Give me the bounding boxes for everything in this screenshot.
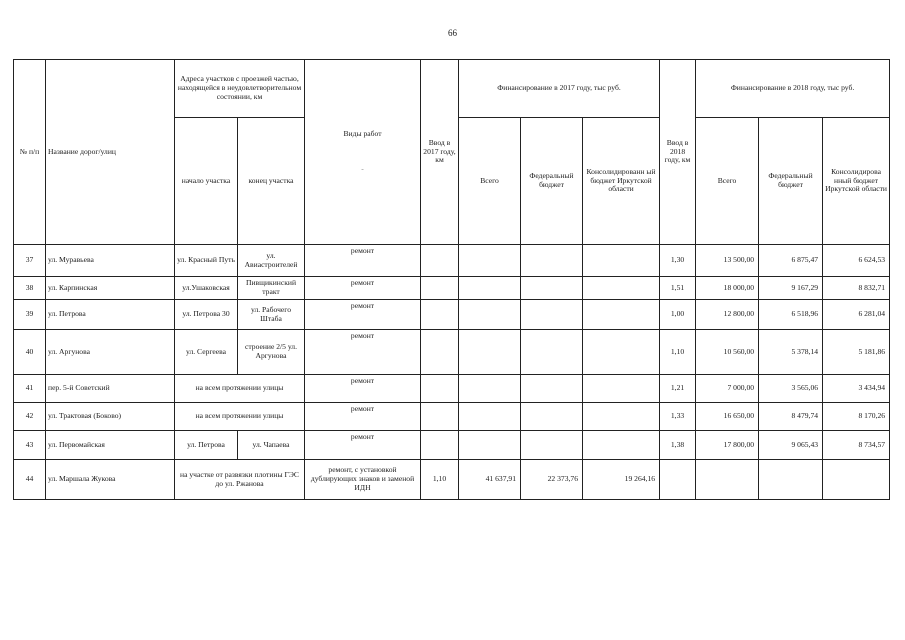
row-commission-2018: 1,51 bbox=[660, 277, 696, 300]
row-federal-2017: 22 373,76 bbox=[521, 460, 583, 500]
row-commission-2017 bbox=[421, 431, 459, 460]
row-consolidated-2018: 8 734,57 bbox=[823, 431, 890, 460]
row-consolidated-2018: 8 832,71 bbox=[823, 277, 890, 300]
row-work: ремонт bbox=[305, 245, 421, 277]
row-section-span: на всем протяжении улицы bbox=[175, 403, 305, 431]
header-federal-2017: Федеральный бюджет bbox=[521, 118, 583, 245]
row-work: ремонт bbox=[305, 403, 421, 431]
row-total-2018: 18 000,00 bbox=[696, 277, 759, 300]
row-federal-2018: 6 875,47 bbox=[759, 245, 823, 277]
row-federal-2018: 3 565,06 bbox=[759, 375, 823, 403]
row-num: 41 bbox=[14, 375, 46, 403]
row-commission-2018 bbox=[660, 460, 696, 500]
row-num: 39 bbox=[14, 300, 46, 330]
row-start: ул. Красный Путь bbox=[175, 245, 238, 277]
row-total-2017 bbox=[459, 330, 521, 375]
row-total-2018: 16 650,00 bbox=[696, 403, 759, 431]
table-row bbox=[14, 403, 890, 431]
header-total-2018: Всего bbox=[696, 118, 759, 245]
row-total-2018: 13 500,00 bbox=[696, 245, 759, 277]
row-federal-2018: 9 167,29 bbox=[759, 277, 823, 300]
row-consolidated-2017 bbox=[583, 300, 660, 330]
header-total-2017: Всего bbox=[459, 118, 521, 245]
table-row bbox=[14, 460, 890, 500]
row-commission-2017: 1,10 bbox=[421, 460, 459, 500]
row-commission-2018: 1,00 bbox=[660, 300, 696, 330]
row-start: ул. Петрова bbox=[175, 431, 238, 460]
header-name: Название дорог/улиц bbox=[46, 60, 175, 245]
header-work-dash: - bbox=[361, 164, 364, 174]
row-total-2018: 10 560,00 bbox=[696, 330, 759, 375]
header-addresses: Адреса участков с проезжей частью, находящейся в неудовлетворительном состоянии, км bbox=[175, 60, 305, 118]
row-consolidated-2018 bbox=[823, 460, 890, 500]
table-row bbox=[14, 375, 890, 403]
row-end: ул. Чапаева bbox=[238, 431, 305, 460]
header-num: № п/п bbox=[14, 60, 46, 245]
header-work bbox=[305, 60, 421, 245]
row-num: 37 bbox=[14, 245, 46, 277]
row-commission-2018: 1,38 bbox=[660, 431, 696, 460]
header-financing-2017: Финансирование в 2017 году, тыс руб. bbox=[459, 60, 660, 118]
row-consolidated-2018: 6 624,53 bbox=[823, 245, 890, 277]
row-num: 40 bbox=[14, 330, 46, 375]
row-end: строение 2/5 ул. Аргунова bbox=[238, 330, 305, 375]
row-consolidated-2018: 6 281,04 bbox=[823, 300, 890, 330]
road-repair-table bbox=[13, 59, 890, 500]
row-consolidated-2018: 3 434,94 bbox=[823, 375, 890, 403]
header-commission-2017: Ввод в 2017 году, км bbox=[421, 60, 459, 245]
row-total-2017 bbox=[459, 403, 521, 431]
row-federal-2018 bbox=[759, 460, 823, 500]
row-total-2017 bbox=[459, 300, 521, 330]
row-name: ул. Аргунова bbox=[46, 330, 175, 375]
row-start: ул. Петрова 30 bbox=[175, 300, 238, 330]
header-start: начало участка bbox=[175, 118, 238, 245]
row-commission-2017 bbox=[421, 403, 459, 431]
row-consolidated-2018: 8 170,26 bbox=[823, 403, 890, 431]
row-commission-2017 bbox=[421, 277, 459, 300]
row-commission-2017 bbox=[421, 330, 459, 375]
row-consolidated-2017 bbox=[583, 330, 660, 375]
row-total-2017 bbox=[459, 277, 521, 300]
row-federal-2017 bbox=[521, 375, 583, 403]
row-federal-2018: 6 518,96 bbox=[759, 300, 823, 330]
row-end: Пивщикинский тракт bbox=[238, 277, 305, 300]
header-work-label: Виды работ bbox=[343, 129, 382, 139]
row-name: ул. Маршала Жукова bbox=[46, 460, 175, 500]
row-total-2017 bbox=[459, 375, 521, 403]
row-name: пер. 5-й Советский bbox=[46, 375, 175, 403]
row-total-2017: 41 637,91 bbox=[459, 460, 521, 500]
header-financing-2018: Финансирование в 2018 году, тыс руб. bbox=[696, 60, 890, 118]
row-commission-2017 bbox=[421, 375, 459, 403]
row-end: ул. Авиастроителей bbox=[238, 245, 305, 277]
row-consolidated-2017 bbox=[583, 277, 660, 300]
row-federal-2017 bbox=[521, 431, 583, 460]
row-federal-2017 bbox=[521, 245, 583, 277]
header-consolidated-2017: Консолидированн ый бюджет Иркутской области bbox=[583, 118, 660, 245]
row-consolidated-2017: 19 264,16 bbox=[583, 460, 660, 500]
header-commission-2018: Ввод в 2018 году, км bbox=[660, 60, 696, 245]
row-federal-2018: 9 065,43 bbox=[759, 431, 823, 460]
row-total-2017 bbox=[459, 245, 521, 277]
row-num: 44 bbox=[14, 460, 46, 500]
row-federal-2017 bbox=[521, 300, 583, 330]
row-work: ремонт bbox=[305, 300, 421, 330]
row-name: ул. Первомайская bbox=[46, 431, 175, 460]
table-row bbox=[14, 300, 890, 330]
row-consolidated-2017 bbox=[583, 375, 660, 403]
row-commission-2018: 1,33 bbox=[660, 403, 696, 431]
row-federal-2018: 5 378,14 bbox=[759, 330, 823, 375]
row-commission-2018: 1,10 bbox=[660, 330, 696, 375]
row-total-2018: 7 000,00 bbox=[696, 375, 759, 403]
row-federal-2017 bbox=[521, 403, 583, 431]
row-work: ремонт bbox=[305, 277, 421, 300]
row-federal-2018: 8 479,74 bbox=[759, 403, 823, 431]
row-total-2017 bbox=[459, 431, 521, 460]
table-row bbox=[14, 330, 890, 375]
row-name: ул. Трактовая (Боково) bbox=[46, 403, 175, 431]
row-commission-2017 bbox=[421, 245, 459, 277]
row-commission-2017 bbox=[421, 300, 459, 330]
row-name: ул. Петрова bbox=[46, 300, 175, 330]
row-section-span: на участке от развязки плотины ГЭС до ул. Ржанова bbox=[175, 460, 305, 500]
page-number: 66 bbox=[448, 28, 457, 38]
row-start: ул.Ушаковская bbox=[175, 277, 238, 300]
row-work: ремонт bbox=[305, 431, 421, 460]
row-federal-2017 bbox=[521, 330, 583, 375]
table-row bbox=[14, 431, 890, 460]
table-row bbox=[14, 245, 890, 277]
table-header bbox=[14, 60, 890, 245]
row-federal-2017 bbox=[521, 277, 583, 300]
row-total-2018 bbox=[696, 460, 759, 500]
row-work: ремонт, с установкой дублирующих знаков и заменой ИДН bbox=[305, 460, 421, 500]
row-start: ул. Сергеева bbox=[175, 330, 238, 375]
row-work: ремонт bbox=[305, 375, 421, 403]
table-row bbox=[14, 277, 890, 300]
row-num: 42 bbox=[14, 403, 46, 431]
row-num: 43 bbox=[14, 431, 46, 460]
row-num: 38 bbox=[14, 277, 46, 300]
header-federal-2018: Федеральный бюджет bbox=[759, 118, 823, 245]
row-total-2018: 17 800,00 bbox=[696, 431, 759, 460]
header-end: конец участка bbox=[238, 118, 305, 245]
row-consolidated-2017 bbox=[583, 245, 660, 277]
row-end: ул. Рабочего Штаба bbox=[238, 300, 305, 330]
header-consolidated-2018: Консолидирова нный бюджет Иркутской области bbox=[823, 118, 890, 245]
table-body bbox=[14, 245, 890, 500]
row-commission-2018: 1,30 bbox=[660, 245, 696, 277]
row-commission-2018: 1,21 bbox=[660, 375, 696, 403]
row-work: ремонт bbox=[305, 330, 421, 375]
row-consolidated-2018: 5 181,86 bbox=[823, 330, 890, 375]
row-name: ул. Муравьева bbox=[46, 245, 175, 277]
row-consolidated-2017 bbox=[583, 403, 660, 431]
row-consolidated-2017 bbox=[583, 431, 660, 460]
row-total-2018: 12 800,00 bbox=[696, 300, 759, 330]
row-section-span: на всем протяжении улицы bbox=[175, 375, 305, 403]
row-name: ул. Карпинская bbox=[46, 277, 175, 300]
